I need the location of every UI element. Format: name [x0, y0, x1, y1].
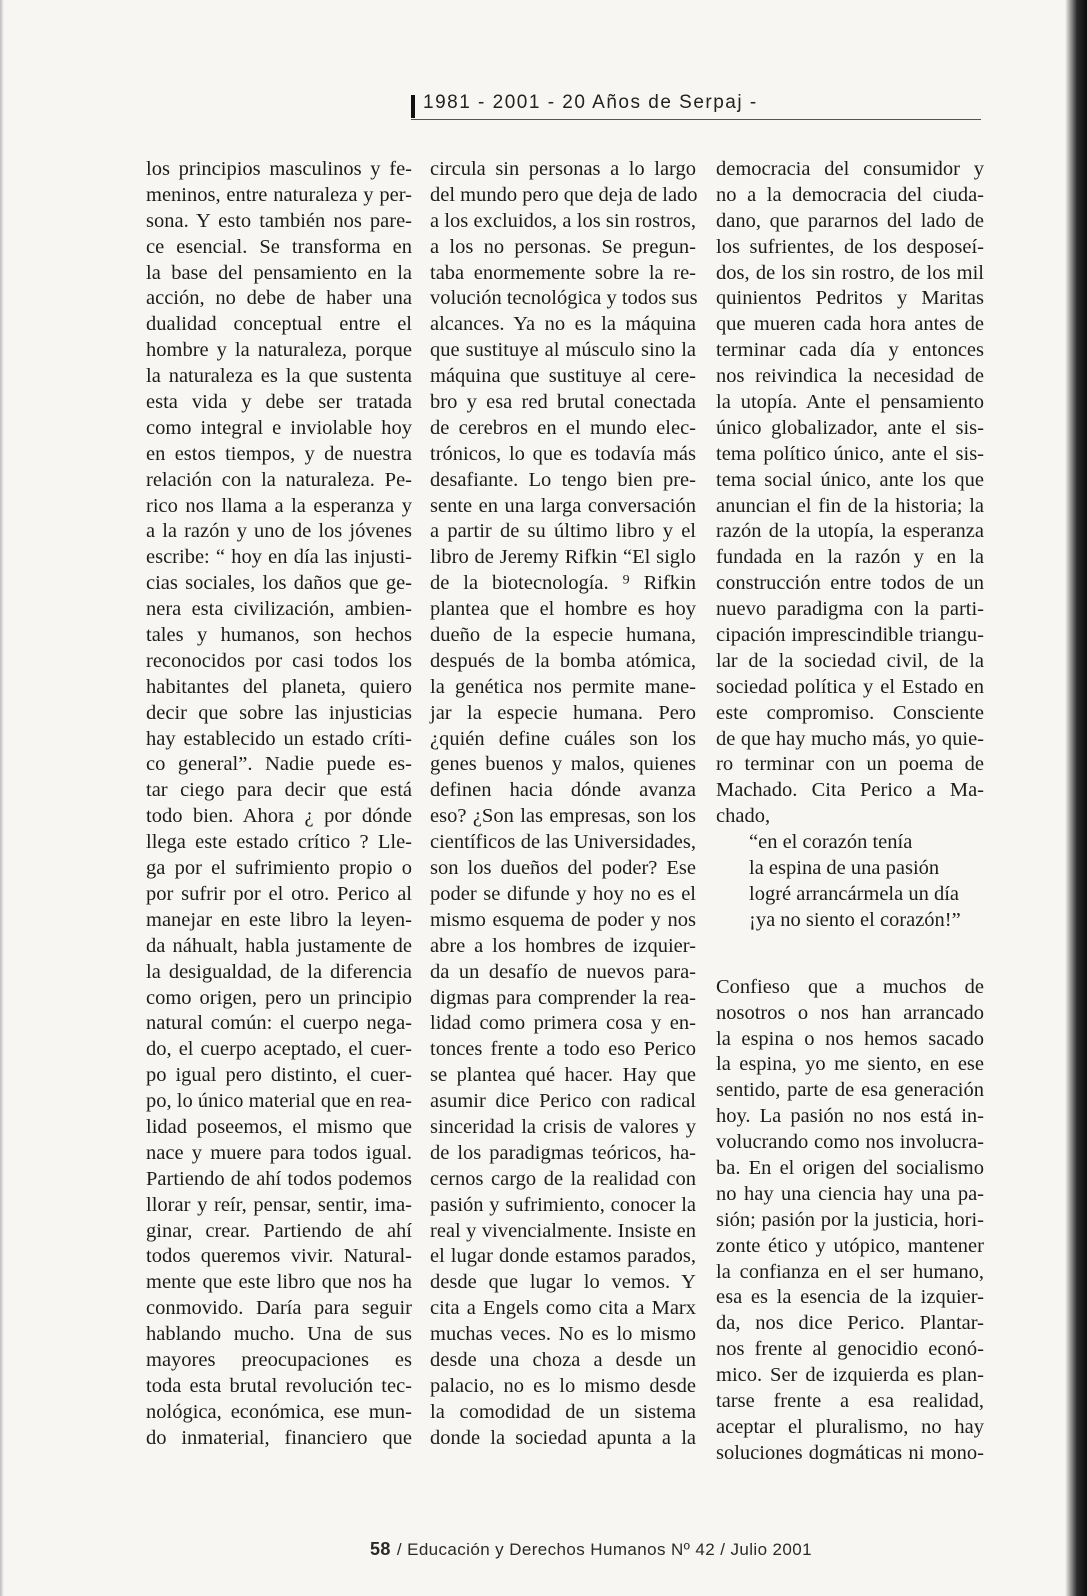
- text-line: volución tecnológica y todos sus: [430, 287, 698, 310]
- text-line: co general”. Nadie puede es-: [146, 753, 412, 776]
- text-line: nosotros o nos han arrancado: [716, 1001, 984, 1024]
- text-line: son los dueños del poder? Ese: [430, 857, 696, 880]
- text-line: esta vida y debe ser tratada: [146, 391, 412, 414]
- text-line: escribe: “ hoy en día las injusti-: [146, 546, 412, 569]
- text-line: conmovido. Daría para seguir: [146, 1297, 412, 1320]
- column-3-paragraph-1: [716, 157, 984, 830]
- header-bar: [411, 95, 415, 118]
- text-line: plantea que el hombre es hoy: [430, 598, 696, 621]
- text-line: meninos, entre naturaleza y per-: [146, 183, 412, 206]
- text-line: la genética nos permite mane-: [430, 675, 696, 698]
- text-line: la espina, yo me siento, en ese: [716, 1053, 984, 1076]
- text-line: Machado. Cita Perico a Ma-: [716, 779, 984, 802]
- text-line: quinientos Pedritos y Maritas: [716, 287, 984, 310]
- text-line: Partiendo de ahí todos podemos: [146, 1167, 412, 1190]
- text-line: no hay una ciencia hay una pa-: [716, 1182, 984, 1205]
- text-line: lar de la sociedad civil, de la: [716, 649, 984, 672]
- text-line: dano, que pararnos del lado de: [716, 209, 984, 232]
- text-line: trónicos, lo que es todavía más: [430, 442, 696, 465]
- text-line: sión; pasión por la justicia, hori-: [716, 1208, 984, 1231]
- column-3-paragraph-2: [716, 975, 984, 1467]
- text-line: habitantes del planeta, quiero: [146, 675, 412, 698]
- text-line: lidad poseemos, el mismo que: [146, 1115, 412, 1138]
- text-line: tarse frente a esa realidad,: [716, 1389, 984, 1412]
- text-line: hablando mucho. Una de sus: [146, 1323, 412, 1346]
- paragraph-gap: [716, 934, 984, 975]
- text-line: único globalizador, ante el sis-: [716, 416, 984, 439]
- text-line: fundada en la razón y en la: [716, 546, 984, 569]
- text-line: ro terminar con un poema de: [716, 753, 984, 776]
- text-line: tar ciego para decir que está: [146, 779, 412, 802]
- text-line: ga por el sufrimiento propio o: [146, 857, 412, 880]
- text-line: toda esta brutal revolución tec-: [146, 1374, 412, 1397]
- text-line: a la razón y uno de los jóvenes: [146, 520, 412, 543]
- text-line: logré arrancármela un día: [749, 882, 960, 905]
- text-line: abre a los hombres de izquier-: [430, 934, 696, 957]
- text-line: “en el corazón tenía: [749, 831, 913, 854]
- text-line: mente que este libro que nos ha: [146, 1271, 412, 1294]
- text-line: manejar en este libro la leyen-: [146, 908, 412, 931]
- text-line: los sufrientes, de los desposeí-: [716, 235, 984, 258]
- text-line: lidad como primera cosa y en-: [430, 1012, 696, 1035]
- text-line: reconocidos por casi todos los: [146, 649, 412, 672]
- text-line: a los excluidos, a los sin rostros,: [430, 209, 696, 232]
- text-line: aceptar el pluralismo, no hay: [716, 1415, 984, 1438]
- text-line: mismo esquema de poder y nos: [430, 908, 696, 931]
- text-line: ba. En el origen del socialismo: [716, 1156, 984, 1179]
- text-line: decir que sobre las injusticias: [146, 701, 412, 724]
- text-line: no a la democracia del ciuda-: [716, 183, 984, 206]
- text-line: de cerebros en el mundo elec-: [430, 416, 696, 439]
- text-line: taba enormemente sobre la re-: [430, 261, 696, 284]
- text-line: tema político único, ante el sis-: [716, 442, 984, 465]
- text-line: después de la bomba atómica,: [430, 649, 696, 672]
- text-line: en estos tiempos, y de nuestra: [146, 442, 412, 465]
- text-line: se plantea qué hacer. Hay que: [430, 1064, 696, 1087]
- text-line: tonces frente a todo eso Perico: [430, 1038, 696, 1061]
- text-column-1: [146, 157, 412, 1452]
- text-line: po igual pero distinto, el cuer-: [146, 1064, 412, 1087]
- scan-edge-right: [1065, 0, 1087, 1596]
- text-line: cita a Engels como cita a Marx: [430, 1297, 696, 1320]
- text-line: mico. Ser de izquierda es plan-: [716, 1364, 984, 1387]
- text-line: ¡ya no siento el corazón!”: [749, 908, 961, 931]
- text-line: sociedad política y el Estado en: [716, 675, 984, 698]
- text-line: los principios masculinos y fe-: [146, 158, 412, 180]
- text-line: hay establecido un estado críti-: [146, 727, 412, 750]
- text-line: po, lo único material que en rea-: [146, 1090, 412, 1113]
- text-line: relación con la naturaleza. Pe-: [146, 468, 412, 491]
- text-line: donde la sociedad apunta a la: [430, 1426, 696, 1449]
- text-line: jar la especie humana. Pero: [430, 701, 696, 724]
- text-line: que mueren cada hora antes de: [716, 313, 984, 336]
- text-line: cernos cargo de la realidad con: [430, 1167, 696, 1190]
- text-line: da, nos dice Perico. Plantar-: [716, 1312, 984, 1335]
- text-line: este compromiso. Consciente: [716, 701, 984, 724]
- header-rule: [411, 119, 981, 120]
- text-line: real y vivencialmente. Insiste en: [430, 1219, 696, 1242]
- text-line: nace y muere para todos igual.: [146, 1141, 412, 1164]
- text-line: mayores preocupaciones es: [146, 1348, 412, 1371]
- text-line: genes buenos y malos, quienes: [430, 753, 696, 776]
- text-line: do inmaterial, financiero que: [146, 1426, 412, 1449]
- text-line: la utopía. Ante el pensamiento: [716, 391, 984, 414]
- text-line: la naturaleza es la que sustenta: [146, 365, 412, 388]
- text-line: razón de la utopía, la esperanza: [716, 520, 984, 543]
- text-line: do, el cuerpo aceptado, el cuer-: [146, 1038, 412, 1061]
- text-column-3: [716, 157, 984, 1467]
- text-line: sente en una larga conversación: [430, 494, 696, 517]
- text-line: sinceridad la crisis de valores y: [430, 1115, 696, 1138]
- text-line: de los paradigmas teóricos, ha-: [430, 1141, 696, 1164]
- text-line: alcances. Ya no es la máquina: [430, 313, 696, 336]
- text-line: nos frente al genocidio econó-: [716, 1338, 984, 1361]
- text-line: asumir dice Perico con radical: [430, 1090, 696, 1113]
- text-line: chado,: [716, 805, 771, 828]
- text-line: todo bien. Ahora ¿ por dónde: [146, 805, 412, 828]
- text-line: desde que lugar lo vemos. Y: [430, 1271, 696, 1294]
- text-line: dos, de los sin rostro, de los mil: [716, 261, 984, 284]
- text-line: nuevo paradigma con la parti-: [716, 598, 984, 621]
- text-line: terminar cada día y entonces: [716, 339, 984, 362]
- text-line: la comodidad de un sistema: [430, 1400, 696, 1423]
- text-line: acción, no debe de haber una: [146, 287, 412, 310]
- text-line: nera esta civilización, ambien-: [146, 598, 412, 621]
- text-line: sona. Y esto también nos pare-: [146, 209, 412, 232]
- page-number: 58: [370, 1539, 391, 1559]
- text-line: como integral e inviolable hoy: [146, 416, 412, 439]
- text-line: cipación imprescindible triangu-: [716, 624, 984, 647]
- text-line: construcción entre todos de un: [716, 572, 984, 595]
- text-line: democracia del consumidor y: [716, 158, 984, 180]
- text-line: definen hacia dónde avanza: [430, 779, 696, 802]
- page-shadow-left: [0, 0, 4, 1596]
- text-line: llega este estado crítico ? Lle-: [146, 831, 412, 854]
- text-line: científicos de las Universidades,: [430, 831, 696, 854]
- text-line: la espina o nos hemos sacado: [716, 1027, 984, 1050]
- text-line: volucrando como nos involucra-: [716, 1131, 984, 1154]
- text-line: nológica, económica, ese mun-: [146, 1400, 412, 1423]
- running-header: [411, 92, 981, 122]
- text-line: soluciones dogmáticas ni mono-: [716, 1441, 984, 1464]
- text-line: a los no personas. Se pregun-: [430, 235, 696, 258]
- text-line: da un desafío de nuevos para-: [430, 960, 696, 983]
- text-line: dualidad conceptual entre el: [146, 313, 412, 336]
- text-line: esa es la esencia de la izquier-: [716, 1286, 984, 1309]
- text-line: de que hay mucho más, yo quie-: [716, 727, 984, 750]
- text-line: desde una choza a desde un: [430, 1348, 696, 1371]
- text-line: libro de Jeremy Rifkin “El siglo: [430, 546, 696, 569]
- text-column-2: [430, 157, 696, 1452]
- text-line: llorar y reír, pensar, sentir, ima-: [146, 1193, 412, 1216]
- text-line: hombre y la naturaleza, porque: [146, 339, 412, 362]
- text-line: natural común: el cuerpo nega-: [146, 1012, 412, 1035]
- text-line: palacio, no es lo mismo desde: [430, 1374, 696, 1397]
- text-line: rico nos llama a la esperanza y: [146, 494, 412, 517]
- page-footer: [370, 1539, 812, 1560]
- text-line: nos reivindica la necesidad de: [716, 365, 984, 388]
- text-line: ginar, crear. Partiendo de ahí: [146, 1219, 412, 1242]
- text-line: da náhualt, habla justamente de: [146, 934, 412, 957]
- text-line: circula sin personas a lo largo: [430, 158, 696, 180]
- text-line: máquina que sustituye al cere-: [430, 365, 696, 388]
- text-line: bro y esa red brutal conectada: [430, 391, 696, 414]
- text-line: el lugar donde estamos parados,: [430, 1245, 696, 1268]
- text-line: muchas veces. No es lo mismo: [430, 1323, 696, 1346]
- text-line: zonte ético y utópico, mantener: [716, 1234, 984, 1257]
- footer-text: / Educación y Derechos Humanos Nº 42 / Julio 2001: [396, 1540, 812, 1559]
- text-line: la desigualdad, de la diferencia: [146, 960, 412, 983]
- text-line: cias sociales, los daños que ge-: [146, 572, 412, 595]
- text-line: que sustituye al músculo sino la: [430, 339, 696, 362]
- text-line: tales y humanos, son hechos: [146, 624, 412, 647]
- text-line: tema social único, ante los que: [716, 468, 984, 491]
- text-line: como origen, pero un principio: [146, 986, 412, 1009]
- text-line: anuncian el fin de la historia; la: [716, 494, 984, 517]
- text-line: todos queremos vivir. Natural-: [146, 1245, 412, 1268]
- text-line: por sufrir por el otro. Perico al: [146, 882, 412, 905]
- header-text: 1981 - 2001 - 20 Años de Serpaj -: [423, 92, 758, 113]
- text-line: la espina de una pasión: [749, 857, 940, 880]
- text-line: Confieso que a muchos de: [716, 975, 984, 998]
- text-line: la base del pensamiento en la: [146, 261, 412, 284]
- text-line: sentido, parte de esa generación: [716, 1079, 984, 1102]
- text-line: digmas para comprender la rea-: [430, 986, 696, 1009]
- text-line: ce esencial. Se transforma en: [146, 235, 412, 258]
- text-line: la confianza en el ser humano,: [716, 1260, 984, 1283]
- text-line: del mundo pero que deja de lado: [430, 183, 698, 206]
- text-line: a partir de su último libro y el: [430, 520, 696, 543]
- text-line: poder se difunde y hoy no es el: [430, 882, 696, 905]
- text-line: eso? ¿Son las empresas, son los: [430, 805, 696, 828]
- poem-quote: [749, 830, 984, 934]
- text-line: dueño de la especie humana,: [430, 624, 696, 647]
- text-line: pasión y sufrimiento, conocer la: [430, 1193, 696, 1216]
- text-line: hoy. La pasión no nos está in-: [716, 1105, 984, 1128]
- text-line: de la biotecnología. ⁹ Rifkin: [430, 572, 696, 595]
- text-line: desafiante. Lo tengo bien pre-: [430, 468, 696, 491]
- text-line: ¿quién define cuáles son los: [430, 727, 696, 750]
